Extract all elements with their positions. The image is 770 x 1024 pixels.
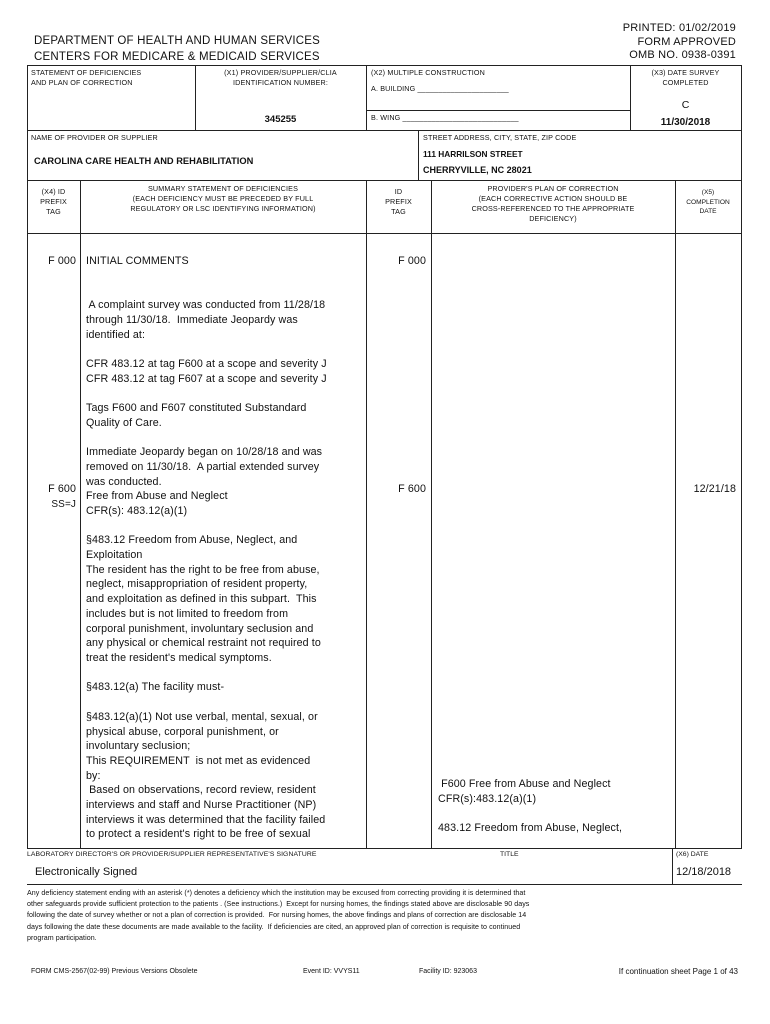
plan-line: F600 Free from Abuse and Neglect: [438, 778, 611, 790]
disclaimer-line: program participation.: [27, 933, 97, 942]
x5-header: (X5) COMPLETION DATE: [686, 189, 730, 215]
summary-line: [86, 269, 362, 284]
survey-code: C: [681, 99, 690, 111]
plan-line: [438, 806, 672, 821]
summary-line: [86, 695, 362, 710]
summary-line: treat the resident's medical symptoms.: [86, 651, 272, 664]
summary-line: [86, 386, 362, 401]
summary-line: The resident has the right to be free from abuse,: [86, 563, 320, 576]
centers-name: CENTERS FOR MEDICARE & MEDICAID SERVICES: [34, 51, 320, 63]
omb-number: OMB NO. 0938-0391: [629, 49, 736, 61]
x1-label: (X1) PROVIDER/SUPPLIER/CLIA IDENTIFICATION NUMBER:: [224, 68, 337, 87]
rule-provider-mid: [418, 130, 419, 180]
x2-building: A. BUILDING ______________________: [371, 84, 509, 93]
summary-line: §483.12(a)(1) Not use verbal, mental, sexual, or: [86, 710, 318, 723]
summary-line: CFR 483.12 at tag F600 at a scope and severity J: [86, 357, 327, 370]
printed-date: PRINTED: 01/02/2019: [622, 22, 736, 34]
agency-header: [34, 33, 320, 65]
signature-label: LABORATORY DIRECTOR'S OR PROVIDER/SUPPLIER REPRESENTATIVE'S SIGNATURE: [27, 851, 317, 858]
summary-line: CFR(s): 483.12(a)(1): [86, 504, 188, 517]
plan-line: 483.12 Freedom from Abuse, Neglect,: [438, 822, 623, 835]
facility-id: Facility ID: 923063: [419, 968, 477, 975]
title-label: TITLE: [500, 851, 519, 858]
form-number: FORM CMS-2567(02-99) Previous Versions Obsolete: [31, 968, 198, 975]
summary-line: was conducted.: [86, 475, 162, 488]
rule-col-summary: [366, 180, 367, 848]
rule-top: [27, 65, 742, 66]
rule-signature-bottom: [27, 884, 742, 885]
rule-columns-bottom: [27, 233, 742, 234]
rule-left-edge: [27, 65, 28, 849]
summary-line: physical abuse, corporal punishment, or: [86, 725, 279, 738]
summary-line: This REQUIREMENT is not met as evidenced: [86, 754, 311, 767]
x3-label: (X3) DATE SURVEY COMPLETED: [651, 68, 720, 87]
summary-line: CFR 483.12 at tag F607 at a scope and severity J: [86, 372, 327, 385]
survey-completed-date: 11/30/2018: [660, 117, 711, 128]
rule-columns-top: [27, 180, 742, 181]
summary-line: §483.12 Freedom from Abuse, Neglect, and: [86, 534, 298, 547]
summary-line: corporal punishment, involuntary seclusion and: [86, 622, 314, 635]
summary-line: §483.12(a) The facility must-: [86, 681, 225, 694]
summary-line: interviews and staff and Nurse Practitioner (NP): [86, 799, 317, 812]
tag-f600-left: F 600: [48, 483, 76, 495]
scope-severity: SS=J: [51, 499, 76, 510]
id-header: ID PREFIX TAG: [385, 187, 412, 216]
summary-line: by:: [86, 769, 101, 782]
tag-f600-right: F 600: [398, 483, 426, 495]
x2-label: (X2) MULTIPLE CONSTRUCTION: [371, 68, 485, 77]
date-label: (X6) DATE: [676, 851, 709, 858]
rule-col-plan: [675, 180, 676, 848]
summary-line: [86, 342, 362, 357]
plan-header: PROVIDER'S PLAN OF CORRECTION (EACH CORRECTIVE ACTION SHOULD BE CROSS-REFERENCED TO THE APPROPRIATE DEFICIENCY): [471, 184, 635, 223]
summary-line: [86, 666, 362, 681]
form-approved: FORM APPROVED: [637, 35, 736, 48]
address-label: STREET ADDRESS, CITY, STATE, ZIP CODE: [423, 133, 577, 142]
disclaimer-line: Any deficiency statement ending with an asterisk (*) denotes a deficiency which the institution may be excused from correcting providing it is determined that: [27, 889, 526, 897]
summary-line: A complaint survey was conducted from 11/28/18: [86, 299, 326, 312]
rule-col-x4: [80, 180, 81, 848]
provider-name-label: NAME OF PROVIDER OR SUPPLIER: [31, 133, 158, 142]
rule-provider-top: [27, 130, 742, 131]
summary-line: to protect a resident's right to be free of sexual: [86, 828, 311, 841]
disclaimer-line: following the date of survey whether or not a plan of correction is provided. For nursing homes, the above findings and plans of correction are disclosable 14: [27, 911, 527, 920]
summary-line: includes but is not limited to freedom from: [86, 607, 289, 620]
summary-line: and exploitation as defined in this subpart. This: [86, 593, 317, 606]
x2-wing: B. WING ____________________________: [371, 113, 519, 122]
plan-line: CFR(s):483.12(a)(1): [438, 792, 537, 805]
summary-line: [86, 430, 362, 445]
summary-line: Quality of Care.: [86, 416, 162, 429]
disclaimer-line: days following the date these documents are made available to the facility. If deficiencies are cited, an approved plan of correction is requisite to continued: [27, 922, 521, 931]
tag-f000-right: F 000: [398, 255, 426, 267]
completion-date: 12/21/18: [693, 483, 736, 495]
summary-line: Exploitation: [86, 549, 143, 562]
provider-name: CAROLINA CARE HEALTH AND REHABILITATION: [34, 156, 254, 166]
summary-line: [86, 519, 362, 534]
summary-line: any physical or chemical restraint not required to: [86, 637, 321, 650]
summary-line: involuntary seclusion;: [86, 740, 191, 753]
summary-line: Based on observations, record review, resident: [86, 784, 316, 797]
signature-value: Electronically Signed: [35, 866, 138, 878]
disclaimer-line: other safeguards provide sufficient protection to the patients . (See instructions.) Except for nursing homes, the findings stated above are disclosable 90 days: [27, 900, 530, 909]
x4-header: (X4) ID PREFIX TAG: [40, 187, 67, 216]
event-id: Event ID: VVYS11: [303, 968, 360, 975]
summary-line: [86, 283, 362, 298]
department-name: DEPARTMENT OF HEALTH AND HUMAN SERVICES: [34, 35, 320, 47]
disclaimer: [27, 888, 742, 944]
rule-sig-date: [672, 848, 673, 884]
rule-x2: [366, 65, 367, 130]
form-status-header: [623, 22, 736, 63]
rule-col-id: [431, 180, 432, 848]
summary-line: Immediate Jeopardy began on 10/28/18 and was: [86, 446, 323, 459]
summary-line: removed on 11/30/18. A partial extended survey: [86, 460, 320, 473]
statement-label: STATEMENT OF DEFICIENCIES AND PLAN OF CORRECTION: [31, 68, 142, 87]
summary-line: INITIAL COMMENTS: [86, 255, 189, 267]
provider-id-number: 345255: [264, 114, 297, 125]
summary-line: through 11/30/18. Immediate Jeopardy was: [86, 313, 298, 326]
summary-line: Free from Abuse and Neglect: [86, 490, 228, 503]
page-continuation: If continuation sheet Page 1 of 43: [618, 967, 738, 976]
rule-right-edge: [741, 65, 742, 849]
summary-statement: [86, 254, 362, 842]
summary-line: neglect, misappropriation of resident property,: [86, 578, 308, 591]
tag-f000-left: F 000: [48, 255, 76, 267]
rule-body-bottom: [27, 848, 742, 849]
summary-line: identified at:: [86, 328, 146, 341]
city-state-zip: CHERRYVILLE, NC 28021: [423, 165, 532, 175]
street-address: 111 HARRILSON STREET: [423, 149, 523, 159]
plan-of-correction: [438, 777, 672, 836]
summary-header: SUMMARY STATEMENT OF DEFICIENCIES (EACH DEFICIENCY MUST BE PRECEDED BY FULL REGULATORY OR LSC IDENTIFYING INFORMATION): [130, 184, 316, 213]
summary-line: Tags F600 and F607 constituted Substandard: [86, 402, 307, 415]
summary-line: interviews it was determined that the facility failed: [86, 813, 326, 826]
signature-date: 12/18/2018: [676, 866, 732, 878]
rule-building-wing: [366, 110, 630, 111]
